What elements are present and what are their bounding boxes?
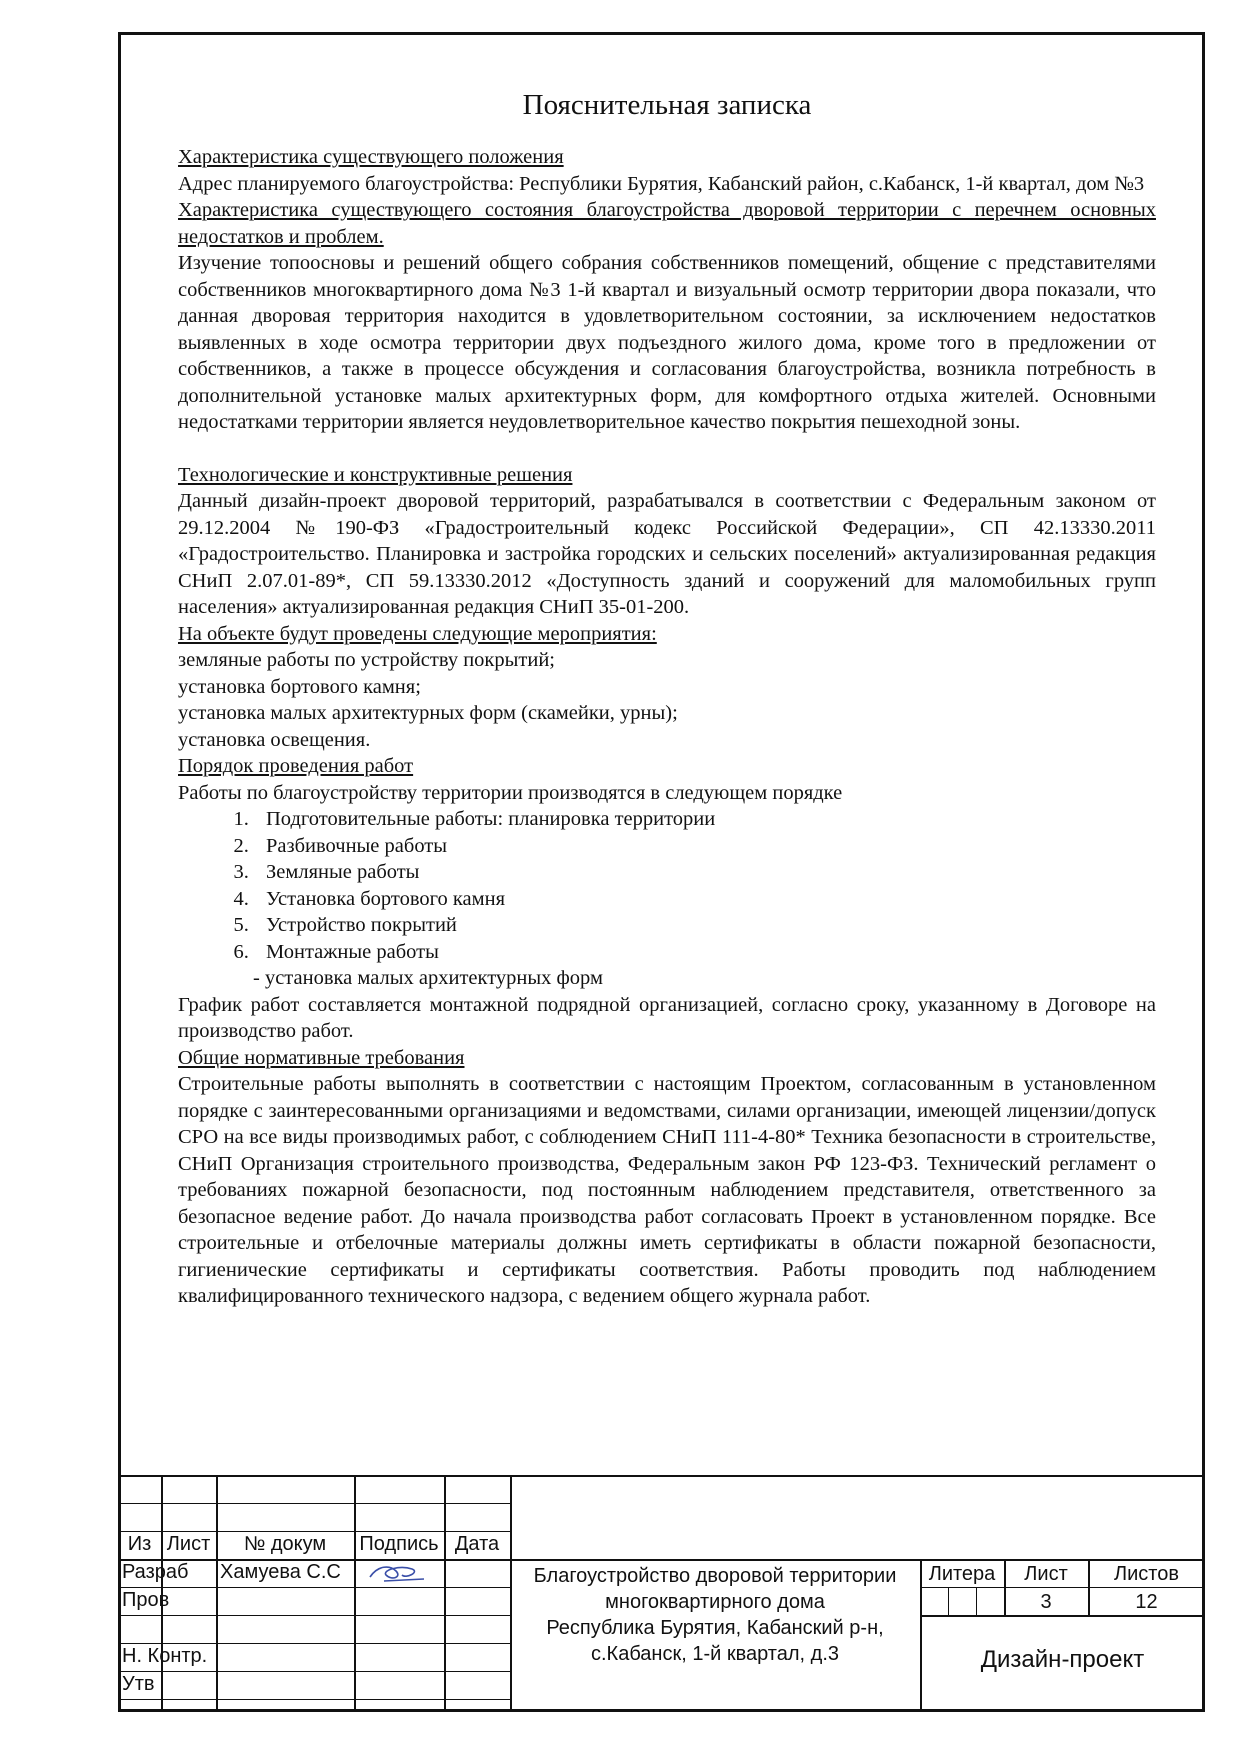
tb-sheets-total: 12 [1135,1591,1158,1613]
tb-line [118,1699,510,1700]
tb-header-list: Лист [166,1533,211,1555]
project-title-line: многоквартирного дома [605,1591,825,1613]
tb-litera-label: Литера [928,1563,996,1585]
title-block [118,1475,1205,1712]
tech-paragraph: Данный дизайн-проект дворовой территорий, разрабатывался в соответствии с Федеральным законом от 29.12.2004 №190-ФЗ «Градостроительный кодекс Российской Федерации», СП 42.13330.2011 «Градостроительство. Планировка и застройка городских и сельских поселений» актуализированная редакция СНиП 2.07.01-89*, СП 59.13330.2012 «Доступность зданий и сооружений для маломобильных групп населения» актуализированная редакция СНиП 35-01-200. [178,490,1156,618]
measure-item: установка бортового камня; [178,675,421,698]
tb-line [118,1671,510,1672]
tb-header-signature: Подпись [359,1533,439,1555]
tb-role-approved: Утв [122,1673,155,1695]
schedule-paragraph: График работ составляется монтажной подрядной организацией, согласно сроку, указанному в Договоре на производство работ. [178,993,1156,1042]
tb-role-developer: Разраб [122,1561,189,1583]
steps-list [178,806,1156,965]
tb-developer-name: Хамуева С.С [220,1561,341,1583]
tb-sheet-number: 3 [1040,1591,1052,1613]
tb-line [354,1475,356,1712]
tb-header-date: Дата [454,1533,500,1555]
tb-line [920,1587,1205,1588]
project-title-line: с.Кабанск, 1-й квартал, д.3 [590,1643,840,1665]
tb-line [118,1503,510,1504]
page-title: Пояснительная записка [522,89,812,121]
section-heading-order: Порядок проведения работ [178,755,414,777]
tb-sheet-label: Лист [1024,1563,1068,1585]
step-item: 3. Земляные работы [254,859,1156,886]
tb-header-iz: Из [127,1533,152,1555]
tb-line [948,1587,949,1615]
address-paragraph: Адрес планируемого благоустройства: Республики Бурятия, Кабанский район, с.Кабанск, 1-й квартал, дом №3 [178,172,1145,195]
step-item: 2. Разбивочные работы [254,833,1156,860]
tb-line [118,1475,1205,1477]
section-heading-measures: На объекте будут проведены следующие мероприятия: [178,622,657,645]
measure-item: земляные работы по устройству покрытий; [178,649,555,671]
project-title-line: Благоустройство дворовой территории [533,1565,897,1587]
order-intro: Работы по благоустройству территории производятся в следующем порядке [178,781,843,804]
step-sub-item: - установка малых архитектурных форм [253,967,603,989]
tb-role-checked: Пров [122,1589,170,1611]
tb-line [118,1587,510,1588]
step-item: 1. Подготовительные работы: планировка территории [254,806,1156,833]
measure-item: установка малых архитектурных форм (скамейки, урны); [178,702,678,724]
tb-stage: Дизайн-проект [980,1646,1145,1673]
section-heading-tech: Технологические и конструктивные решения [178,463,573,486]
state-paragraph: Изучение топоосновы и решений общего собрания собственников помещений, общение с представителями собственников многоквартирного дома №3 1-й квартал и визуальный осмотр территории двора показали, что данная дворовая территория находится в удовлетворительном состоянии, за исключением недостатков выявленных в ходе осмотра территории двух подъездного жилого дома, кроме того в предложении от собственников, а также в процессе обсуждения и согласования благоустройства, возникла потребность в дополнительной установке малых архитектурных форм, для комфортного отдыха жителей. Основными недостатками территории является неудовлетворительное качество покрытия пешеходной зоны. [178,252,1156,433]
step-item: 6. Монтажные работы [254,939,1156,966]
section-heading-state: Характеристика существующего состояния благоустройства дворовой территории с перечнем основных недостатков и проблем. [178,199,1156,248]
tb-sheets-label: Листов [1114,1563,1179,1585]
tb-line [118,1615,510,1616]
measure-item: установка освещения. [178,728,371,751]
tb-role-norm-control: Н. Контр. [122,1645,208,1667]
section-heading-existing: Характеристика существующего положения [178,146,564,168]
tb-line [444,1475,446,1712]
tb-line [216,1475,218,1712]
signature-image [366,1561,436,1585]
tb-header-doc-no: № докум [243,1533,327,1555]
step-item: 5. Устройство покрытий [254,912,1156,939]
section-heading-norms: Общие нормативные требования [178,1046,465,1069]
tb-line [976,1587,977,1615]
step-item: 4. Установка бортового камня [254,886,1156,913]
tb-line [920,1615,1205,1617]
spacer [178,436,1156,462]
document-body [178,88,1156,1310]
norms-paragraph: Строительные работы выполнять в соответствии с настоящим Проектом, согласованным в установленном порядке с заинтересованными организациями и ведомствами, силами организации, имеющей лицензии/допуск СРО на все виды производимых работ, с соблюдением СНиП 111-4-80* Техника безопасности в строительстве, СНиП Организация строительного производства, Федеральным закон РФ 123-ФЗ. Технический регламент о требованиях пожарной безопасности, под постоянным наблюдением представителя, ответственного за безопасное ведение работ. До начала производства работ согласовать Проект в установленном порядке. Все строительные и отбелочные материалы должны иметь сертификаты в области пожарной безопасности, гигиенические сертификаты и сертификаты соответствия. Работы проводить под наблюдением квалифицированного технического надзора, с ведением общего журнала работ. [178,1073,1156,1307]
project-title-line: Республика Бурятия, Кабанский р-н, [546,1617,884,1639]
